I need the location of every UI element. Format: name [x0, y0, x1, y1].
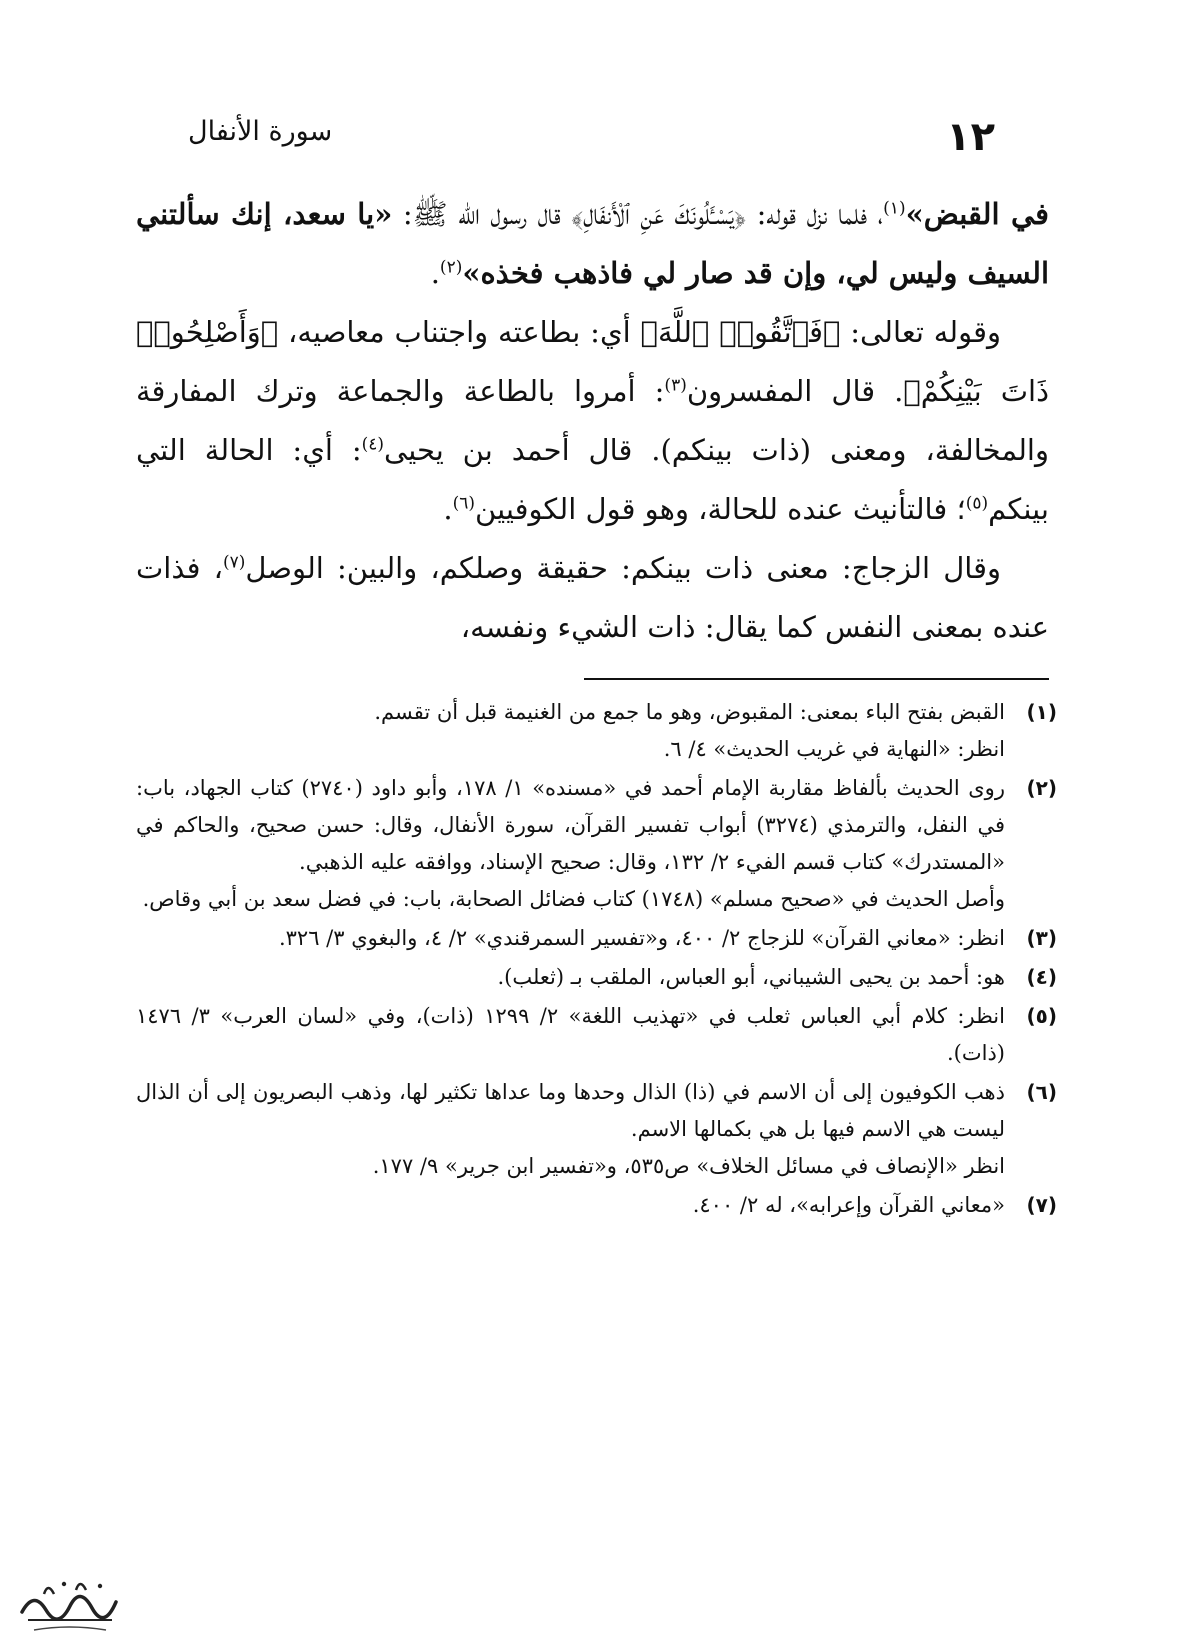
footnote-line: ذهب الكوفيون إلى أن الاسم في (ذا) الذال وحدها وما عداها تكثير لها، وذهب البصريون إلى أن الذال ليست هي الاسم فيها بل هي بكمالها الاسم. — [136, 1080, 1005, 1141]
footnote-line: «معاني القرآن وإعرابه»، له ٢/ ٤٠٠. — [692, 1193, 1005, 1217]
page-number: ١٢ — [946, 114, 995, 160]
footnote-body — [136, 998, 1005, 1072]
footnote-line: روى الحديث بألفاظ مقاربة الإمام أحمد في «مسنده» ١/ ١٧٨، وأبو داود (٢٧٤٠) كتاب الجهاد، باب: في النفل، والترمذي (٣٢٧٤) أبواب تفسير القرآن، سورة الأنفال، وقال: حسن صحيح، والحاكم في «المستدرك» كتاب قسم الفيء ٢/ ١٣٢، وقال: صحيح الإسناد، ووافقه عليه الذهبي. — [136, 776, 1005, 874]
footnote-ref-6: (٦) — [452, 493, 475, 514]
footnote-number: (٦) — [1026, 1080, 1057, 1104]
footnote-number: (٥) — [1026, 1004, 1057, 1028]
footnote-ref-4: (٤) — [361, 434, 385, 455]
footnote-body — [136, 770, 1005, 918]
footnote-ref-7: (٧) — [222, 552, 246, 573]
footnote-number: (٢) — [1026, 776, 1057, 800]
page-header — [170, 108, 1015, 158]
footnote-body — [136, 1187, 1005, 1224]
footnote — [136, 1187, 1057, 1224]
paragraph-2 — [136, 303, 1049, 539]
footnote — [136, 998, 1057, 1072]
footnote-number: (١) — [1026, 700, 1057, 724]
footnote-ref-3: (٣) — [664, 375, 687, 396]
footnote-line: هو: أحمد بن يحيى الشيباني، أبو العباس، الملقب بـ (ثعلب). — [497, 965, 1005, 989]
paragraph-1 — [136, 185, 1049, 303]
footnote-body — [136, 959, 1005, 996]
footnote — [136, 770, 1057, 918]
footnote — [136, 694, 1057, 768]
footnote-ref-1: (١) — [883, 198, 906, 219]
footnote-body — [136, 1074, 1005, 1185]
text-run: : أمروا بالطاعة والجماعة وترك المفارقة والمخالفة، ومعنى (ذات بينكم). قال أحمد بن يحيى — [136, 374, 1049, 467]
footnote — [136, 1074, 1057, 1185]
footnote-ref-2: (٢) — [439, 257, 463, 278]
text-run: وقوله تعالى: ﴿فَٱتَّقُوا۟ ٱللَّهَ﴾ أي: بطاعته واجتناب معاصيه، ﴿وَأَصْلِحُوا۟ ذَاتَ بَيْنِكُمْ﴾. قال المفسرون — [136, 315, 1049, 408]
footnote-line: انظر: «النهاية في غريب الحديث» ٤/ ٦. — [663, 737, 1005, 761]
footnote-number: (٣) — [1026, 926, 1057, 950]
footnote-line: انظر: كلام أبي العباس ثعلب في «تهذيب اللغة» ٢/ ١٢٩٩ (ذات)، وفي «لسان العرب» ٣/ ١٤٧٦ (ذات). — [136, 1004, 1005, 1065]
footnote — [136, 920, 1057, 957]
text-run: . — [430, 256, 440, 290]
text-run: ؛ فالتأنيث عنده للحالة، وهو قول الكوفيين — [475, 492, 966, 526]
paragraph-3 — [136, 539, 1049, 657]
footnote-ref-5: (٥) — [965, 493, 989, 514]
footnote — [136, 959, 1057, 996]
text-run: في القبض» — [905, 197, 1049, 231]
publisher-seal-logo — [14, 1572, 124, 1640]
footnotes — [136, 694, 1057, 1226]
footnote-body — [136, 694, 1005, 768]
footnote-divider — [584, 678, 1049, 680]
footnote-line: انظر: «معاني القرآن» للزجاج ٢/ ٤٠٠، و«تفسير السمرقندي» ٢/ ٤، والبغوي ٣/ ٣٢٦. — [278, 926, 1005, 950]
footnote-number: (٤) — [1026, 965, 1057, 989]
main-text — [136, 185, 1049, 657]
text-run: ، فذات عنده بمعنى النفس كما يقال: ذات الشيء ونفسه، — [136, 551, 1049, 644]
text-run: . — [443, 492, 453, 526]
footnote-number: (٧) — [1026, 1193, 1057, 1217]
text-run: وقال الزجاج: معنى ذات بينكم: حقيقة وصلكم، والبين: الوصل — [245, 551, 1001, 585]
footnote-body — [136, 920, 1005, 957]
footnote-line: انظر «الإنصاف في مسائل الخلاف» ص٥٣٥، و«تفسير ابن جرير» ٩/ ١٧٧. — [372, 1154, 1005, 1178]
text-run: ، فلما نزل قوله: ﴿يَسْـَٔلُونَكَ عَنِ ٱلْأَنفَالِ﴾ قال رسول الله ﷺ: — [392, 197, 884, 231]
footnote-line: القبض بفتح الباء بمعنى: المقبوض، وهو ما جمع من الغنيمة قبل أن تقسم. — [374, 700, 1005, 724]
footnote-line: وأصل الحديث في «صحيح مسلم» (١٧٤٨) كتاب فضائل الصحابة، باب: في فضل سعد بن أبي وقاص. — [142, 887, 1005, 911]
text-run: : أي: الحالة التي بينكم — [136, 433, 1049, 526]
surah-title: سورة الأنفال — [188, 116, 333, 147]
hadith-quote: «يا سعد، إنك سألتني السيف وليس لي، وإن قد صار لي فاذهب فخذه» — [136, 197, 1049, 290]
